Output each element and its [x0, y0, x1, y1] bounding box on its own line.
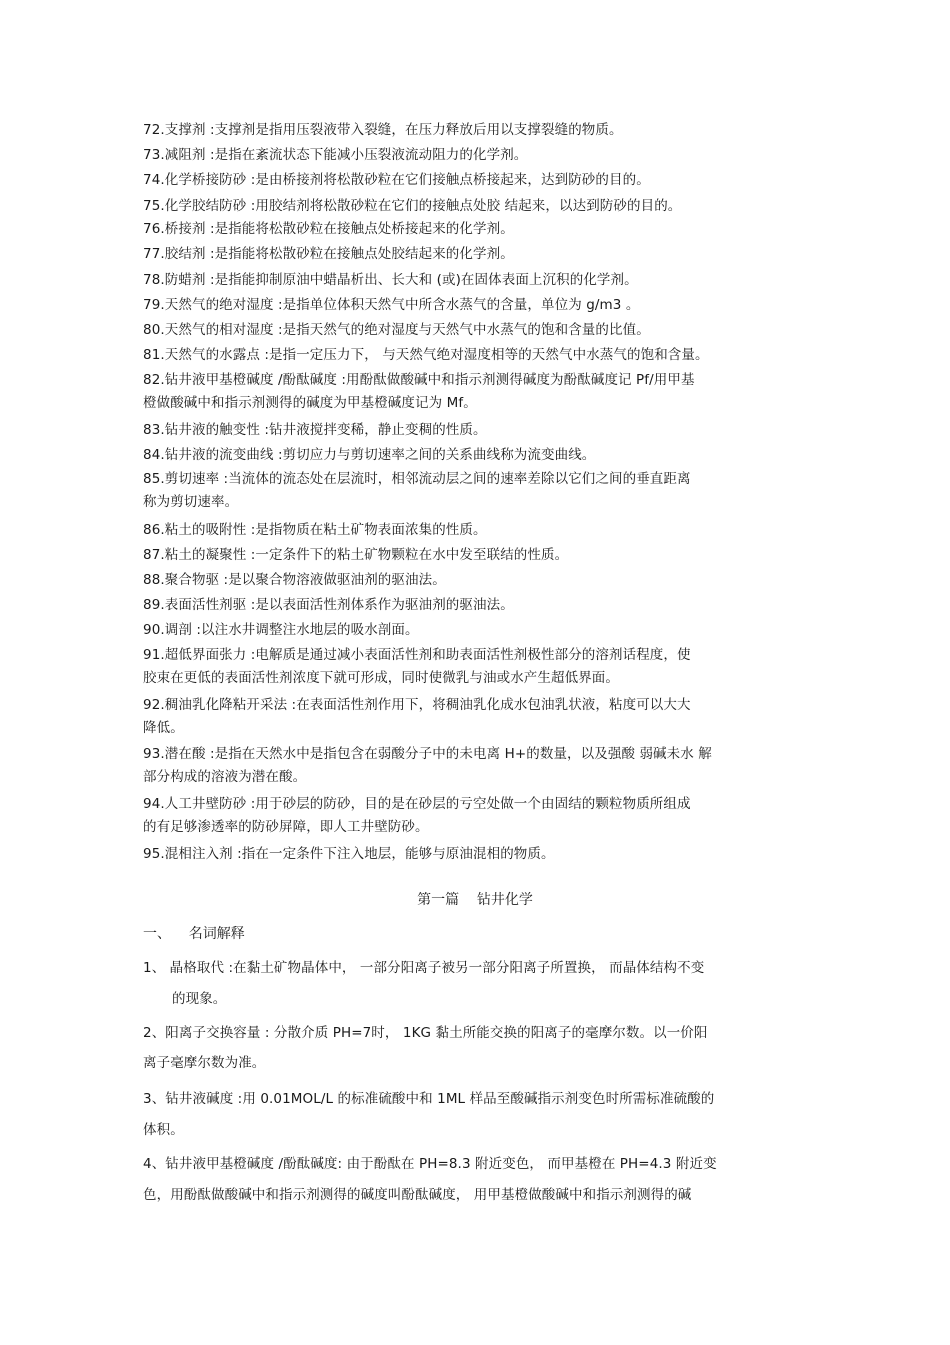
term-75: 75.化学胶结防砂 :用胶结剂将松散砂粒在它们的接触点处胶 结起来，以达到防砂的目的。 [143, 198, 682, 214]
term-81: 81.天然气的水露点 :是指一定压力下， 与天然气绝对湿度相等的天然气中水蒸气的饱和含量。 [143, 347, 709, 363]
def-2-line1: 2、阳离子交换容量 : 分散介质 PH=7时， 1KG 黏土所能交换的阳离子的毫摩尔数。以一价阳 [143, 1025, 708, 1041]
def-4-line2: 色，用酚酞做酸碱中和指示剂测得的碱度叫酚酞碱度， 用甲基橙做酸碱中和指示剂测得的碱 [143, 1187, 692, 1203]
def-4-line1: 4、钻井液甲基橙碱度 /酚酞碱度: 由于酚酞在 PH=8.3 附近变色， 而甲基橙在 PH=4.3 附近变 [143, 1156, 717, 1172]
section-title: 一、 名词解释 [143, 926, 245, 942]
term-80: 80.天然气的相对湿度 :是指天然气的绝对湿度与天然气中水蒸气的饱和含量的比值。 [143, 322, 650, 338]
term-93-line2: 部分构成的溶液为潜在酸。 [143, 769, 307, 785]
term-78: 78.防蜡剂 :是指能抑制原油中蜡晶析出、长大和 (或)在固体表面上沉积的化学剂。 [143, 272, 638, 288]
term-91-line1: 91.超低界面张力 :电解质是通过减小表面活性剂和助表面活性剂极性部分的溶剂话程度，使 [143, 647, 691, 663]
term-82-line1: 82.钻井液甲基橙碱度 /酚酞碱度 :用酚酞做酸碱中和指示剂测得碱度为酚酞碱度记 Pf/用甲基 [143, 372, 695, 388]
def-2-line2: 离子毫摩尔数为准。 [143, 1055, 266, 1071]
def-3-line1: 3、钻井液碱度 :用 0.01MOL/L 的标准硫酸中和 1ML 样品至酸碱指示剂变色时所需标准硫酸的 [143, 1091, 715, 1107]
term-90: 90.调剖 :以注水井调整注水地层的吸水剖面。 [143, 622, 419, 638]
term-92-line1: 92.稠油乳化降粘开采法 :在表面活性剂作用下，将稠油乳化成水包油乳状液，粘度可以大大 [143, 697, 691, 713]
def-1-line2: 的现象。 [172, 991, 227, 1007]
term-92-line2: 降低。 [143, 720, 184, 736]
def-1-line1: 1、 晶格取代 :在黏土矿物晶体中， 一部分阳离子被另一部分阳离子所置换， 而晶体结构不变 [143, 960, 705, 976]
term-93-line1: 93.潜在酸 :是指在天然水中是指包含在弱酸分子中的未电离 H+的数量，以及强酸 弱碱未水 解 [143, 746, 712, 762]
term-88: 88.聚合物驱 :是以聚合物溶液做驱油剂的驱油法。 [143, 572, 446, 588]
term-85-line1: 85.剪切速率 :当流体的流态处在层流时，相邻流动层之间的速率差除以它们之间的垂直距离 [143, 471, 691, 487]
def-3-line2: 体积。 [143, 1122, 184, 1138]
chapter-title: 第一篇 钻井化学 [417, 892, 533, 908]
term-72: 72.支撑剂 :支撑剂是指用压裂液带入裂缝，在压力释放后用以支撑裂缝的物质。 [143, 122, 623, 138]
term-84: 84.钻井液的流变曲线 :剪切应力与剪切速率之间的关系曲线称为流变曲线。 [143, 447, 596, 463]
term-74: 74.化学桥接防砂 :是由桥接剂将松散砂粒在它们接触点桥接起来，达到防砂的目的。 [143, 172, 650, 188]
term-89: 89.表面活性剂驱 :是以表面活性剂体系作为驱油剂的驱油法。 [143, 597, 514, 613]
term-95: 95.混相注入剂 :指在一定条件下注入地层，能够与原油混相的物质。 [143, 846, 555, 862]
term-94-line2: 的有足够渗透率的防砂屏障，即人工井壁防砂。 [143, 819, 429, 835]
term-85-line2: 称为剪切速率。 [143, 494, 239, 510]
term-83: 83.钻井液的触变性 :钻井液搅拌变稀，静止变稠的性质。 [143, 422, 487, 438]
term-91-line2: 胶束在更低的表面活性剂浓度下就可形成，同时使微乳与油或水产生超低界面。 [143, 670, 619, 686]
term-87: 87.粘土的凝聚性 :一定条件下的粘土矿物颗粒在水中发至联结的性质。 [143, 547, 569, 563]
term-77: 77.胶结剂 :是指能将松散砂粒在接触点处胶结起来的化学剂。 [143, 246, 514, 262]
term-76: 76.桥接剂 :是指能将松散砂粒在接触点处桥接起来的化学剂。 [143, 221, 514, 237]
term-82-line2: 橙做酸碱中和指示剂测得的碱度为甲基橙碱度记为 Mf。 [143, 395, 477, 411]
term-94-line1: 94.人工井壁防砂 :用于砂层的防砂，目的是在砂层的亏空处做一个由固结的颗粒物质所组成 [143, 796, 691, 812]
term-86: 86.粘土的吸附性 :是指物质在粘土矿物表面浓集的性质。 [143, 522, 487, 538]
term-79: 79.天然气的绝对湿度 :是指单位体积天然气中所含水蒸气的含量，单位为 g/m3 。 [143, 297, 640, 313]
term-73: 73.减阻剂 :是指在紊流状态下能减小压裂液流动阻力的化学剂。 [143, 147, 528, 163]
